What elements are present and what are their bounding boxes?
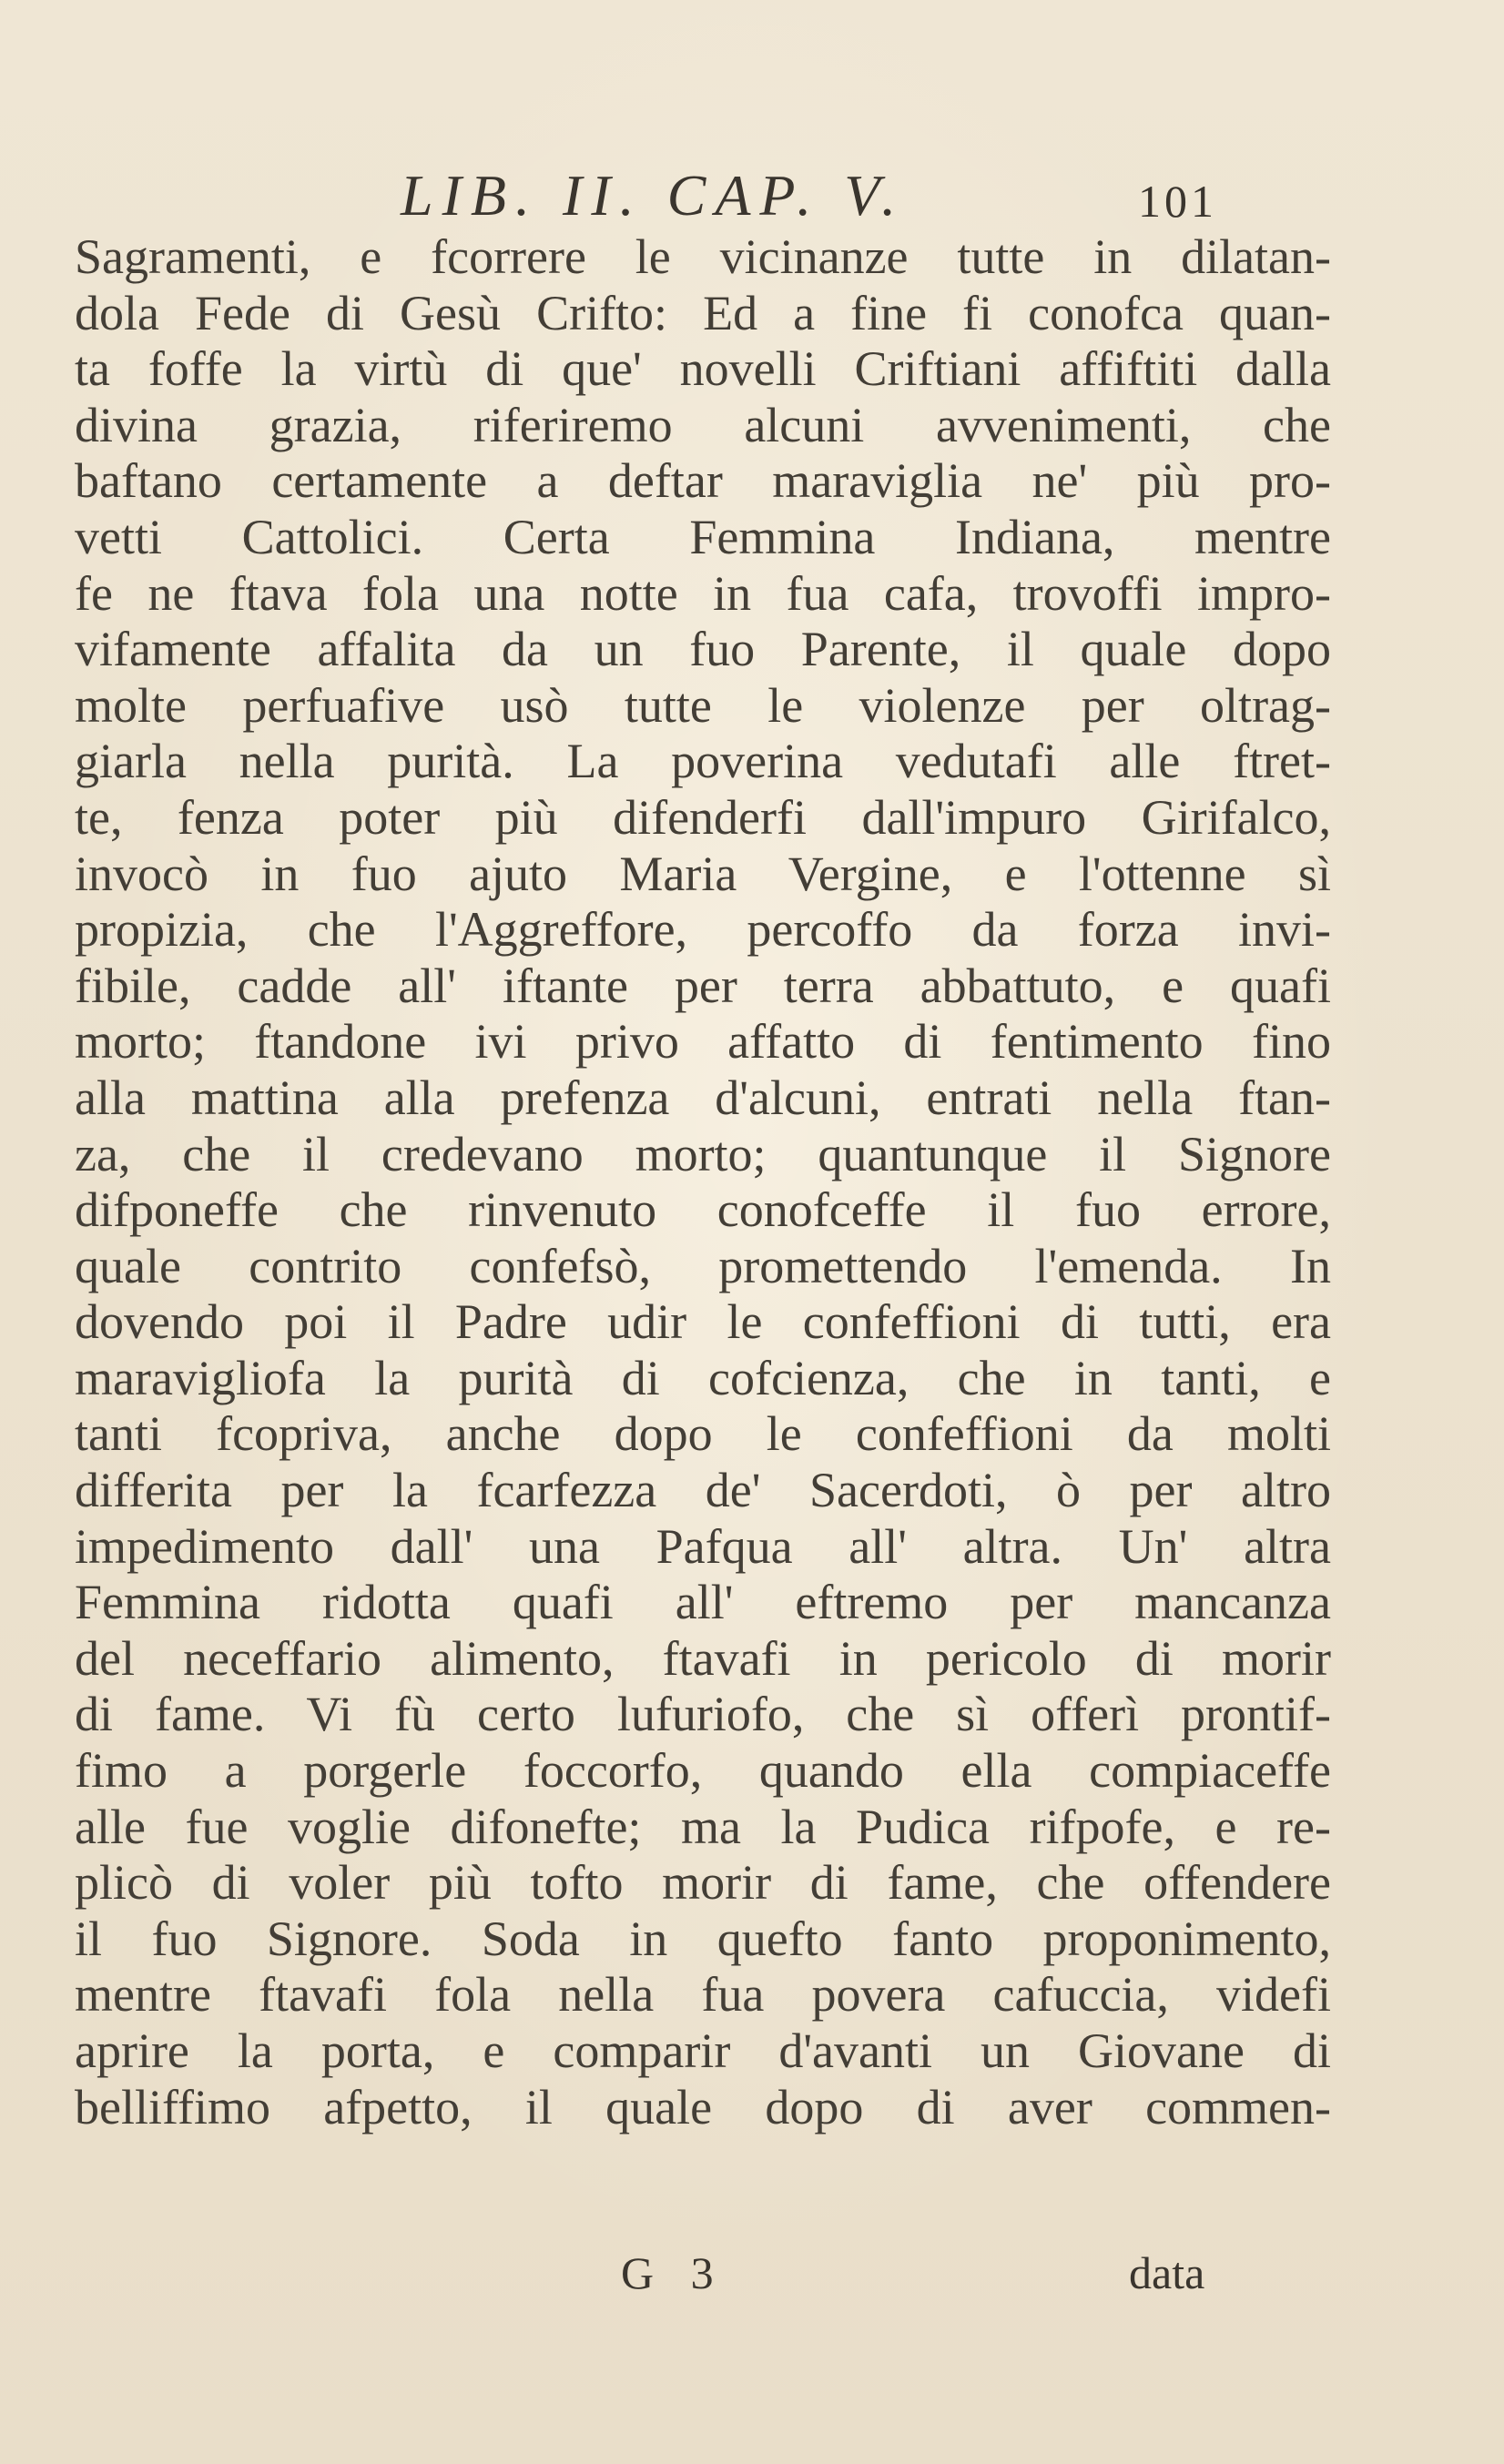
text-line: tanti fcopriva, anche dopo le confeffioni da molti bbox=[75, 1406, 1331, 1462]
text-line: di fame. Vi fù certo lufuriofo, che sì offerì prontif- bbox=[75, 1687, 1331, 1742]
text-line: vifamente affalita da un fuo Parente, il quale dopo bbox=[75, 622, 1331, 677]
text-line: aprire la porta, e comparir d'avanti un Giovane di bbox=[75, 2023, 1331, 2078]
text-line: del neceffario alimento, ftavafi in pericolo di morir bbox=[75, 1630, 1331, 1686]
running-head: LIB. II. CAP. V. bbox=[401, 163, 906, 228]
text-line: vetti Cattolici. Certa Femmina Indiana, mentre bbox=[75, 509, 1331, 564]
catchword: data bbox=[1129, 2247, 1205, 2298]
text-line: quale contrito confefsò, promettendo l'emenda. In bbox=[75, 1238, 1331, 1293]
text-line: za, che il credevano morto; quantunque il Signore bbox=[75, 1126, 1331, 1181]
text-line: fimo a porgerle foccorfo, quando ella compiaceffe bbox=[75, 1743, 1331, 1799]
text-line: divina grazia, riferiremo alcuni avvenimenti, che bbox=[75, 397, 1331, 452]
text-line: baftano certamente a deftar maraviglia ne' più pro- bbox=[75, 453, 1331, 509]
text-line: ta foffe la virtù di que' novelli Criftiani affiftiti dalla bbox=[75, 341, 1331, 397]
text-line: differita per la fcarfezza de' Sacerdoti, ò per altro bbox=[75, 1463, 1331, 1518]
text-line: dovendo poi il Padre udir le confeffioni di tutti, era bbox=[75, 1294, 1331, 1350]
page-header bbox=[0, 162, 1504, 235]
body-text bbox=[75, 229, 1331, 2135]
text-line: impedimento dall' una Pafqua all' altra. Un' altra bbox=[75, 1518, 1331, 1574]
text-line: Sagramenti, e fcorrere le vicinanze tutte in dilatan- bbox=[75, 229, 1331, 284]
text-line: plicò di voler più tofto morir di fame, che offendere bbox=[75, 1855, 1331, 1911]
text-line: fe ne ftava fola una notte in fua cafa, trovoffi impro- bbox=[75, 565, 1331, 621]
text-line: molte perfuafive usò tutte le violenze per oltrag- bbox=[75, 677, 1331, 733]
text-line: maravigliofa la purità di cofcienza, che in tanti, e bbox=[75, 1350, 1331, 1405]
text-line: giarla nella purità. La poverina vedutafi alle ftret- bbox=[75, 734, 1331, 789]
text-line: morto; ftandone ivi privo affatto di fentimento fino bbox=[75, 1014, 1331, 1070]
signature-mark: G 3 bbox=[621, 2247, 727, 2298]
text-line: te, fenza poter più difenderfi dall'impuro Girifalco, bbox=[75, 789, 1331, 845]
text-line: propizia, che l'Aggreffore, percoffo da forza invi- bbox=[75, 902, 1331, 958]
text-line: alle fue voglie difonefte; ma la Pudica rifpofe, e re- bbox=[75, 1799, 1331, 1854]
text-line: il fuo Signore. Soda in quefto fanto proponimento, bbox=[75, 1911, 1331, 1966]
page-number: 101 bbox=[1138, 176, 1217, 227]
text-line: belliffimo afpetto, il quale dopo di aver commen- bbox=[75, 2079, 1331, 2134]
text-line: alla mattina alla prefenza d'alcuni, entrati nella ftan- bbox=[75, 1070, 1331, 1125]
text-line: dola Fede di Gesù Crifto: Ed a fine fi conofca quan- bbox=[75, 285, 1331, 340]
text-line: invocò in fuo ajuto Maria Vergine, e l'ottenne sì bbox=[75, 846, 1331, 901]
text-line: mentre ftavafi fola nella fua povera cafuccia, videfi bbox=[75, 1967, 1331, 2023]
page-footer bbox=[0, 2246, 1504, 2310]
text-line: difponeffe che rinvenuto conofceffe il fuo errore, bbox=[75, 1182, 1331, 1238]
text-line: Femmina ridotta quafi all' eftremo per mancanza bbox=[75, 1575, 1331, 1630]
text-line: fibile, cadde all' iftante per terra abbattuto, e quafi bbox=[75, 958, 1331, 1013]
